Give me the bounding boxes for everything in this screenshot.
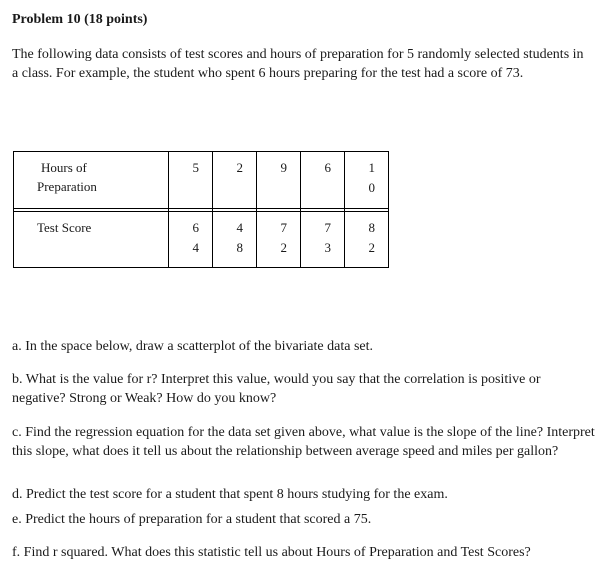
question-e: e. Predict the hours of preparation for a student that scored a 75.: [12, 512, 372, 527]
score-cell-5-digit-1: 8: [368, 220, 375, 235]
score-cell-5-digit-2: 2: [368, 240, 375, 255]
question-a: a. In the space below, draw a scatterplot of the bivariate data set.: [12, 339, 373, 354]
hours-cell-4: [301, 152, 345, 209]
hours-cell-3-digit-1: 9: [280, 160, 287, 175]
score-cell-1: [169, 212, 213, 268]
score-cell-4-digit-1: 7: [324, 220, 331, 235]
hours-label-line2: Preparation: [37, 179, 97, 194]
hours-label-line1: Hours of: [41, 160, 87, 175]
problem-intro: The following data consists of test scores and hours of preparation for 5 randomly selected students in a class. For example, the student who spent 6 hours preparing for the test had a score of 73.: [12, 47, 584, 81]
score-cell-4: [301, 212, 345, 268]
hours-label-cell: [14, 152, 169, 209]
hours-cell-3: [257, 152, 301, 209]
score-cell-2-digit-2: 8: [236, 240, 243, 255]
score-label: Test Score: [37, 220, 92, 235]
hours-cell-5-digit-2: 0: [368, 180, 375, 195]
score-cell-4-digit-2: 3: [324, 240, 331, 255]
question-c: c. Find the regression equation for the data set given above, what value is the slope of the line? Interpret this slope, what does it tell us about the relationship between average speed and miles per gallon?: [12, 425, 595, 459]
table-row-hours: [14, 152, 389, 209]
score-cell-5: [345, 212, 389, 268]
question-f: f. Find r squared. What does this statistic tell us about Hours of Preparation and Test Scores?: [12, 545, 531, 560]
table-row-score: [14, 212, 389, 268]
question-b: b. What is the value for r? Interpret this value, would you say that the correlation is positive or negative? Strong or Weak? How do you know?: [12, 372, 541, 406]
hours-cell-5-digit-1: 1: [368, 160, 375, 175]
hours-cell-2-digit-1: 2: [236, 160, 243, 175]
score-cell-2-digit-1: 4: [236, 220, 243, 235]
problem-title: Problem 10 (18 points): [12, 12, 148, 27]
hours-cell-2: [213, 152, 257, 209]
hours-cell-1-digit-1: 5: [192, 160, 199, 175]
score-cell-1-digit-1: 6: [192, 220, 199, 235]
hours-cell-5: [345, 152, 389, 209]
score-cell-3-digit-2: 2: [280, 240, 287, 255]
hours-cell-1: [169, 152, 213, 209]
question-d: d. Predict the test score for a student that spent 8 hours studying for the exam.: [12, 487, 448, 502]
score-cell-1-digit-2: 4: [192, 240, 199, 255]
score-cell-3: [257, 212, 301, 268]
score-cell-3-digit-1: 7: [280, 220, 287, 235]
score-cell-2: [213, 212, 257, 268]
score-label-cell: [14, 212, 169, 268]
data-table: [13, 151, 389, 268]
hours-cell-4-digit-1: 6: [324, 160, 331, 175]
